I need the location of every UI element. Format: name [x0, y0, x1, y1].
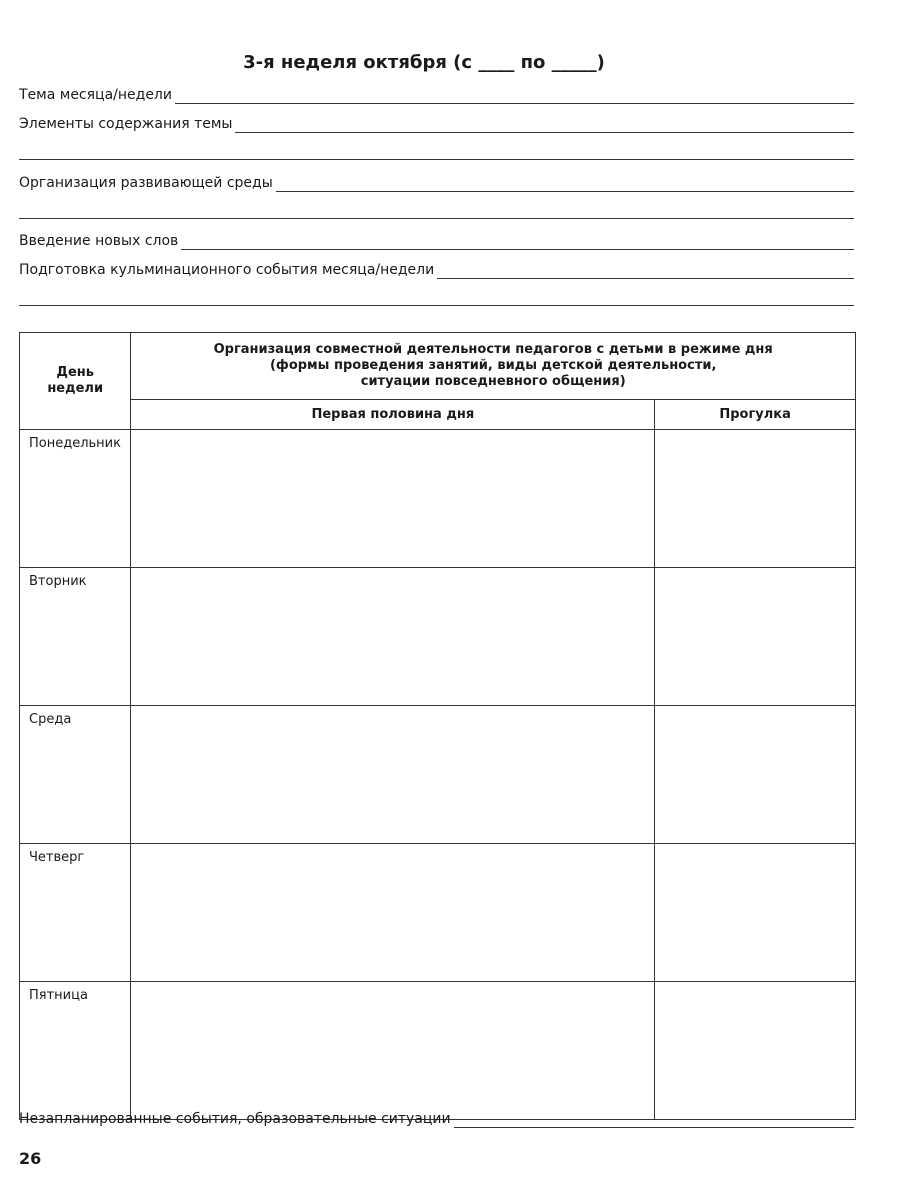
unplanned-events-label: Незапланированные события, образовательные ситуации — [19, 1111, 451, 1127]
culmination-label: Подготовка кульминационного события месяца/недели — [19, 262, 435, 278]
page-title: 3-я неделя октября (с ____ по _____) — [243, 52, 605, 73]
day-header-line-1: День — [56, 365, 94, 380]
page-number: 26 — [19, 1149, 42, 1168]
content-label: Элементы содержания темы — [19, 116, 233, 132]
weekly-plan-table — [19, 332, 856, 1120]
environment-field[interactable] — [19, 174, 854, 192]
day-of-week-header — [20, 333, 131, 430]
walk-header: Прогулка — [655, 400, 856, 430]
table-row — [20, 706, 856, 844]
new-words-field[interactable] — [19, 232, 854, 250]
day-cell-wednesday: Среда — [20, 706, 131, 844]
org-header-line-1: Организация совместной деятельности педагогов с детьми в режиме дня — [213, 342, 773, 357]
day-cell-thursday: Четверг — [20, 844, 131, 982]
first-half-cell-tuesday[interactable] — [131, 568, 655, 706]
environment-fill-line[interactable] — [276, 179, 854, 192]
theme-field[interactable] — [19, 86, 854, 104]
table-row — [20, 982, 856, 1120]
environment-label: Организация развивающей среды — [19, 175, 273, 191]
theme-label: Тема месяца/недели — [19, 87, 172, 103]
content-fill-line[interactable] — [235, 120, 854, 133]
walk-cell-friday[interactable] — [655, 982, 856, 1120]
culmination-extra-line[interactable] — [19, 305, 854, 306]
table-row — [20, 568, 856, 706]
walk-cell-tuesday[interactable] — [655, 568, 856, 706]
environment-extra-line[interactable] — [19, 218, 854, 219]
org-header-line-2: (формы проведения занятий, виды детской деятельности, — [269, 358, 717, 373]
new-words-label: Введение новых слов — [19, 233, 179, 249]
first-half-cell-thursday[interactable] — [131, 844, 655, 982]
table-row — [20, 844, 856, 982]
walk-cell-wednesday[interactable] — [655, 706, 856, 844]
day-cell-friday: Пятница — [20, 982, 131, 1120]
new-words-fill-line[interactable] — [181, 237, 854, 250]
day-cell-tuesday: Вторник — [20, 568, 131, 706]
day-cell-monday: Понедельник — [20, 430, 131, 568]
content-field[interactable] — [19, 115, 854, 133]
first-half-cell-friday[interactable] — [131, 982, 655, 1120]
unplanned-events-fill-line[interactable] — [454, 1115, 854, 1128]
content-extra-line[interactable] — [19, 159, 854, 160]
walk-cell-thursday[interactable] — [655, 844, 856, 982]
first-half-cell-wednesday[interactable] — [131, 706, 655, 844]
culmination-fill-line[interactable] — [437, 266, 854, 279]
joint-activity-header — [131, 333, 856, 400]
unplanned-events-field[interactable] — [19, 1110, 854, 1128]
first-half-header: Первая половина дня — [131, 400, 655, 430]
org-header-line-3: ситуации повседневного общения) — [360, 374, 626, 389]
table-row — [20, 430, 856, 568]
culmination-field[interactable] — [19, 261, 854, 279]
theme-fill-line[interactable] — [175, 91, 854, 104]
first-half-cell-monday[interactable] — [131, 430, 655, 568]
day-header-line-2: недели — [47, 381, 104, 396]
walk-cell-monday[interactable] — [655, 430, 856, 568]
